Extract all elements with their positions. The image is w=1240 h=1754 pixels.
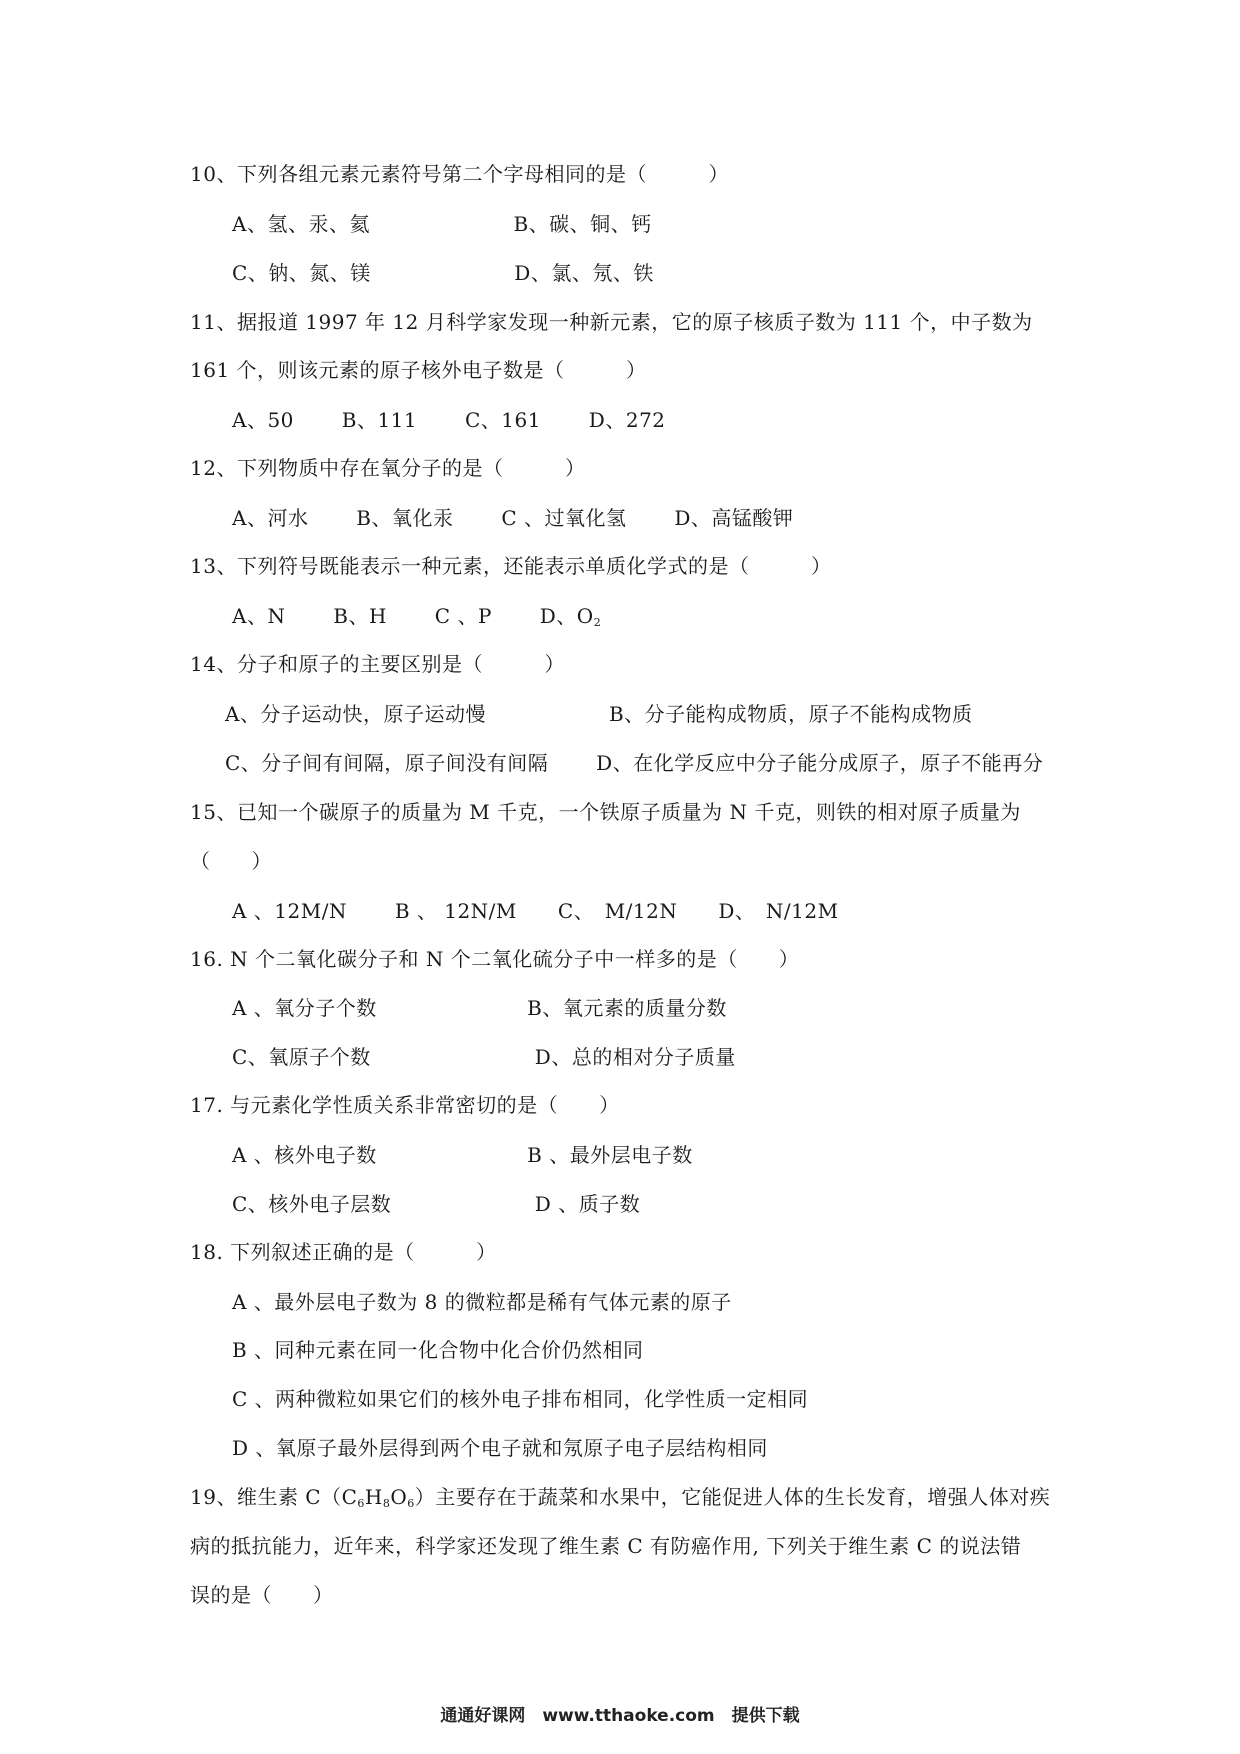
question-18-stem: 18. 下列叙述正确的是（ ） xyxy=(190,1240,497,1264)
question-15-stem-line2: （ ） xyxy=(190,849,272,873)
question-19-sub-h: 8 xyxy=(382,1497,391,1510)
question-18-option-b: B 、同种元素在同一化合物中化合价仍然相同 xyxy=(232,1338,644,1362)
question-16-options-row1: A 、氧分子个数 B、氧元素的质量分数 xyxy=(232,996,727,1020)
question-10-options-row2: C、钠、氮、镁 D、氯、氖、铁 xyxy=(232,261,654,285)
question-11-stem-line1: 11、据报道 1997 年 12 月科学家发现一种新元素，它的原子核质子数为 111 个，中子数为 xyxy=(190,310,1033,334)
question-14-options-row2: C、分子间有间隔，原子间没有间隔 D、在化学反应中分子能分成原子，原子不能再分 xyxy=(225,751,1044,775)
question-19-text-a: 19、维生素 C（C xyxy=(190,1485,358,1509)
question-19-stem-line3: 误的是（ ） xyxy=(190,1583,334,1607)
question-13-subscript: 2 xyxy=(593,616,602,629)
page-footer: 通通好课网 www.tthaoke.com 提供下载 xyxy=(440,1706,800,1726)
question-16-options-row2: C、氧原子个数 D、总的相对分子质量 xyxy=(232,1045,736,1069)
question-17-options-row1: A 、核外电子数 B 、最外层电子数 xyxy=(232,1143,693,1167)
question-10-stem: 10、下列各组元素元素符号第二个字母相同的是（ ） xyxy=(190,162,729,186)
question-15-stem-line1: 15、已知一个碳原子的质量为 M 千克，一个铁原子质量为 N 千克，则铁的相对原子质量为 xyxy=(190,800,1021,824)
question-10-options-row1: A、氢、汞、氦 B、碳、铜、钙 xyxy=(232,212,652,236)
question-19-text-b: H xyxy=(364,1485,383,1509)
question-15-options: A 、12M/N B 、 12N/M C、 M/12N D、 N/12M xyxy=(232,899,839,923)
question-19-sub-c: 6 xyxy=(357,1497,365,1510)
question-12-options: A、河水 B、氧化汞 C 、过氧化氢 D、高锰酸钾 xyxy=(232,506,794,530)
question-19-sub-o: 6 xyxy=(407,1497,415,1510)
question-18-option-c: C 、两种微粒如果它们的核外电子排布相同，化学性质一定相同 xyxy=(232,1387,809,1411)
question-13-stem: 13、下列符号既能表示一种元素，还能表示单质化学式的是（ ） xyxy=(190,554,832,578)
question-18-option-a: A 、最外层电子数为 8 的微粒都是稀有气体元素的原子 xyxy=(232,1290,732,1314)
question-19-stem-line2: 病的抵抗能力，近年来，科学家还发现了维生素 C 有防癌作用, 下列关于维生素 C 的说法错 xyxy=(190,1534,1022,1558)
question-14-options-row1: A、分子运动快，原子运动慢 B、分子能构成物质，原子不能构成物质 xyxy=(225,702,973,726)
question-14-stem: 14、分子和原子的主要区别是（ ） xyxy=(190,652,565,676)
question-19-stem-line1 xyxy=(190,1484,1050,1517)
question-13-options-text: A、N B、H C 、P D、O xyxy=(232,604,594,628)
question-13-options xyxy=(232,603,601,636)
question-17-options-row2: C、核外电子层数 D 、质子数 xyxy=(232,1192,641,1216)
question-18-option-d: D 、氧原子最外层得到两个电子就和氖原子电子层结构相同 xyxy=(232,1436,768,1460)
question-11-stem-line2: 161 个，则该元素的原子核外电子数是（ ） xyxy=(190,358,647,382)
question-16-stem: 16. N 个二氧化碳分子和 N 个二氧化硫分子中一样多的是（ ） xyxy=(190,947,800,971)
question-17-stem: 17. 与元素化学性质关系非常密切的是（ ） xyxy=(190,1093,620,1117)
question-19-text-c: O xyxy=(390,1485,408,1509)
question-12-stem: 12、下列物质中存在氧分子的是（ ） xyxy=(190,456,586,480)
question-19-text-d: ）主要存在于蔬菜和水果中，它能促进人体的生长发育，增强人体对疾 xyxy=(414,1485,1051,1509)
question-11-options: A、50 B、111 C、161 D、272 xyxy=(232,408,666,432)
